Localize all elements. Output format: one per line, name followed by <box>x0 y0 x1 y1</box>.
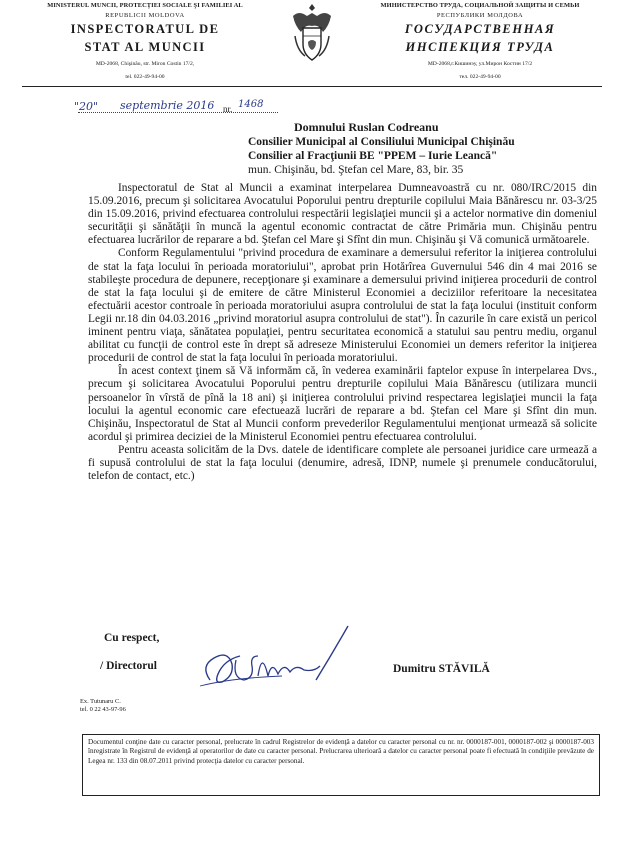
signatory-name: Dumitru STĂVILĂ <box>393 663 490 675</box>
header-right-phone: тел. 022-49-94-00 <box>459 74 501 80</box>
header-right <box>345 2 615 81</box>
addressee-address: mun. Chişinău, bd. Ştefan cel Mare, 83, bir. 35 <box>248 164 464 176</box>
header-left-republic: REPUBLICII MOLDOVA <box>105 12 185 19</box>
header-right-title-1: ГОСУДАРСТВЕННАЯ <box>404 22 556 36</box>
handwritten-signature-icon <box>192 620 372 700</box>
reference-day: "20" <box>74 100 99 113</box>
body-paragraph-2: Conform Regulamentului "privind procedura de examinare a demersului referitor la iniţierea controlului de stat la faţa locului în perioada moratoriului", aprobat prin Hotărîrea Guvernului 546 din 4 mai 2016 se stabileşte procedura de depunere, recepţionare şi examinare a demersului privind iniţierea procedurii de control de stat la faţa locului şi de emitere de către Ministerul Economiei a deciziilor referitoare la necesitatea efectuării acestor controale în perioada moratoriului asupra controlului de stat la faţa locului (instituit conform Legii nr.18 din 04.03.2016 „privind moratoriul asupra controlului de stat"). În cazurile în care există un pericol iminent pentru viaţa, sănătatea populaţiei, pentru securitatea economică a statului sau pentru mediu, organul abilitat cu funcţii de control este în drept să adreseze Ministerului Economiei un demers referitor la iniţierea procedurii de control de stat la faţa locului în perioada moratoriului. <box>88 247 597 365</box>
header-left-address: MD-2068, Chişinău, str. Miron Costin 17/2, <box>95 61 195 67</box>
letter-body <box>88 182 597 483</box>
addressee-block <box>248 120 613 177</box>
addressee-name: Domnului Ruslan Codreanu <box>294 120 439 134</box>
closing-regards: Cu respect, <box>104 632 160 644</box>
header-left-title-2: STAT AL MUNCII <box>84 40 206 54</box>
addressee-position-2: Consilier al Fracţiunii BE "PPEM – Iurie Leancă" <box>248 150 498 162</box>
header-left <box>10 2 280 81</box>
reference-line <box>60 100 290 116</box>
coat-of-arms-icon <box>289 2 335 64</box>
header-divider <box>22 86 602 87</box>
header-right-republic: РЕСПУБЛИКИ МОЛДОВА <box>436 12 524 19</box>
header-right-title-2: ИНСПЕКЦИЯ ТРУДА <box>405 40 555 54</box>
body-paragraph-3: În acest context ţinem să Vă informăm că, în vederea examinării faptelor expuse în interpelarea Dvs., precum şi solicitarea Avocatului Poporului pentru drepturile copilului Maia Bănărescu (utilizara muncii persoanelor în vîrstă de pînă la 18 ani) şi iniţierea controlului privind respectarea legislaţiei muncii la faţa locului la agentul economic care efectuează lucrări de reparare a bd. Ştefan cel Mare şi Sfînt din mun. Chişinău, Inspectoratul de Stat al Muncii conform prevederilor Regulamentului menţionat urmează să solicite acordul şi primirea deciziei de la Ministerul Economiei pentru efectuarea controlului. <box>88 365 597 443</box>
body-paragraph-4: Pentru aceasta solicităm de la Dvs. datele de identificare complete ale persoanei juridice care urmează a fi supusă controlului de stat la faţa locului (denumire, adresă, IDNP, numele şi prenumele conducătorului, telefon de contact, etc.) <box>88 443 597 483</box>
header-right-ministry: МИНИСТЕРСТВО ТРУДА, СОЦИАЛЬНОЙ ЗАЩИТЫ И СЕМЬИ <box>380 2 580 9</box>
header-left-phone: tel. 022-49-94-00 <box>125 74 165 80</box>
executor-name: Ex. Tutunaru C. <box>80 698 121 705</box>
header-left-ministry: MINISTERUL MUNCII, PROTECŢIEI SOCIALE ŞI FAMILIEI AL <box>47 2 243 9</box>
executor-phone: tel. 0 22 43-97-96 <box>80 706 126 713</box>
director-label: / Directorul <box>100 660 157 672</box>
reference-number: 1468 <box>238 99 264 110</box>
executor-info <box>80 698 126 714</box>
header-left-title-1: INSPECTORATUL DE <box>70 22 220 36</box>
addressee-position-1: Consilier Municipal al Consiliului Municipal Chişinău <box>248 136 515 148</box>
personal-data-notice: Documentul conţine date cu caracter personal, prelucrate în cadrul Registrelor de evidenţă a datelor cu caracter personal cu nr. nr. 0000187-001, 0000187-002 şi 0000187-003 înregistrate în Registrul de evidenţă al operatorilor de date cu caracter personal. Prelucrarea ulterioară a datelor cu caracter personal poate fi efectuată în condiţiile prevăzute de Legea nr. 133 din 08.07.2011 privind protecţia datelor cu caracter personal. <box>82 734 600 796</box>
reference-month-year: septembrie 2016 <box>120 99 215 112</box>
body-paragraph-1: Inspectoratul de Stat al Muncii a examinat interpelarea Dumneavoastră cu nr. 080/IRC/2015 din 15.09.2016, precum şi solicitarea Avocatului Poporului pentru drepturile copilului Maia Bănărescu nr. 03-3/25 din 15.09.2016, privind efectuarea controlului respectării legislaţiei muncii şi a actelor normative din domeniul securităţii şi sănătăţii în muncă la agentul economic contractat de către Primăria mun. Chişinău pentru efectuarea lucrărilor de reparare a bd. Ştefan cel Mare şi Sfînt din mun. Chişinău şi Vă comunică următoarele. <box>88 182 597 247</box>
reference-nr-label: nr. <box>223 104 233 114</box>
header-right-address: MD-2068,г.Кишинэу, ул.Мирон Костин 17/2 <box>427 61 533 67</box>
reference-dotted-line <box>78 112 278 113</box>
